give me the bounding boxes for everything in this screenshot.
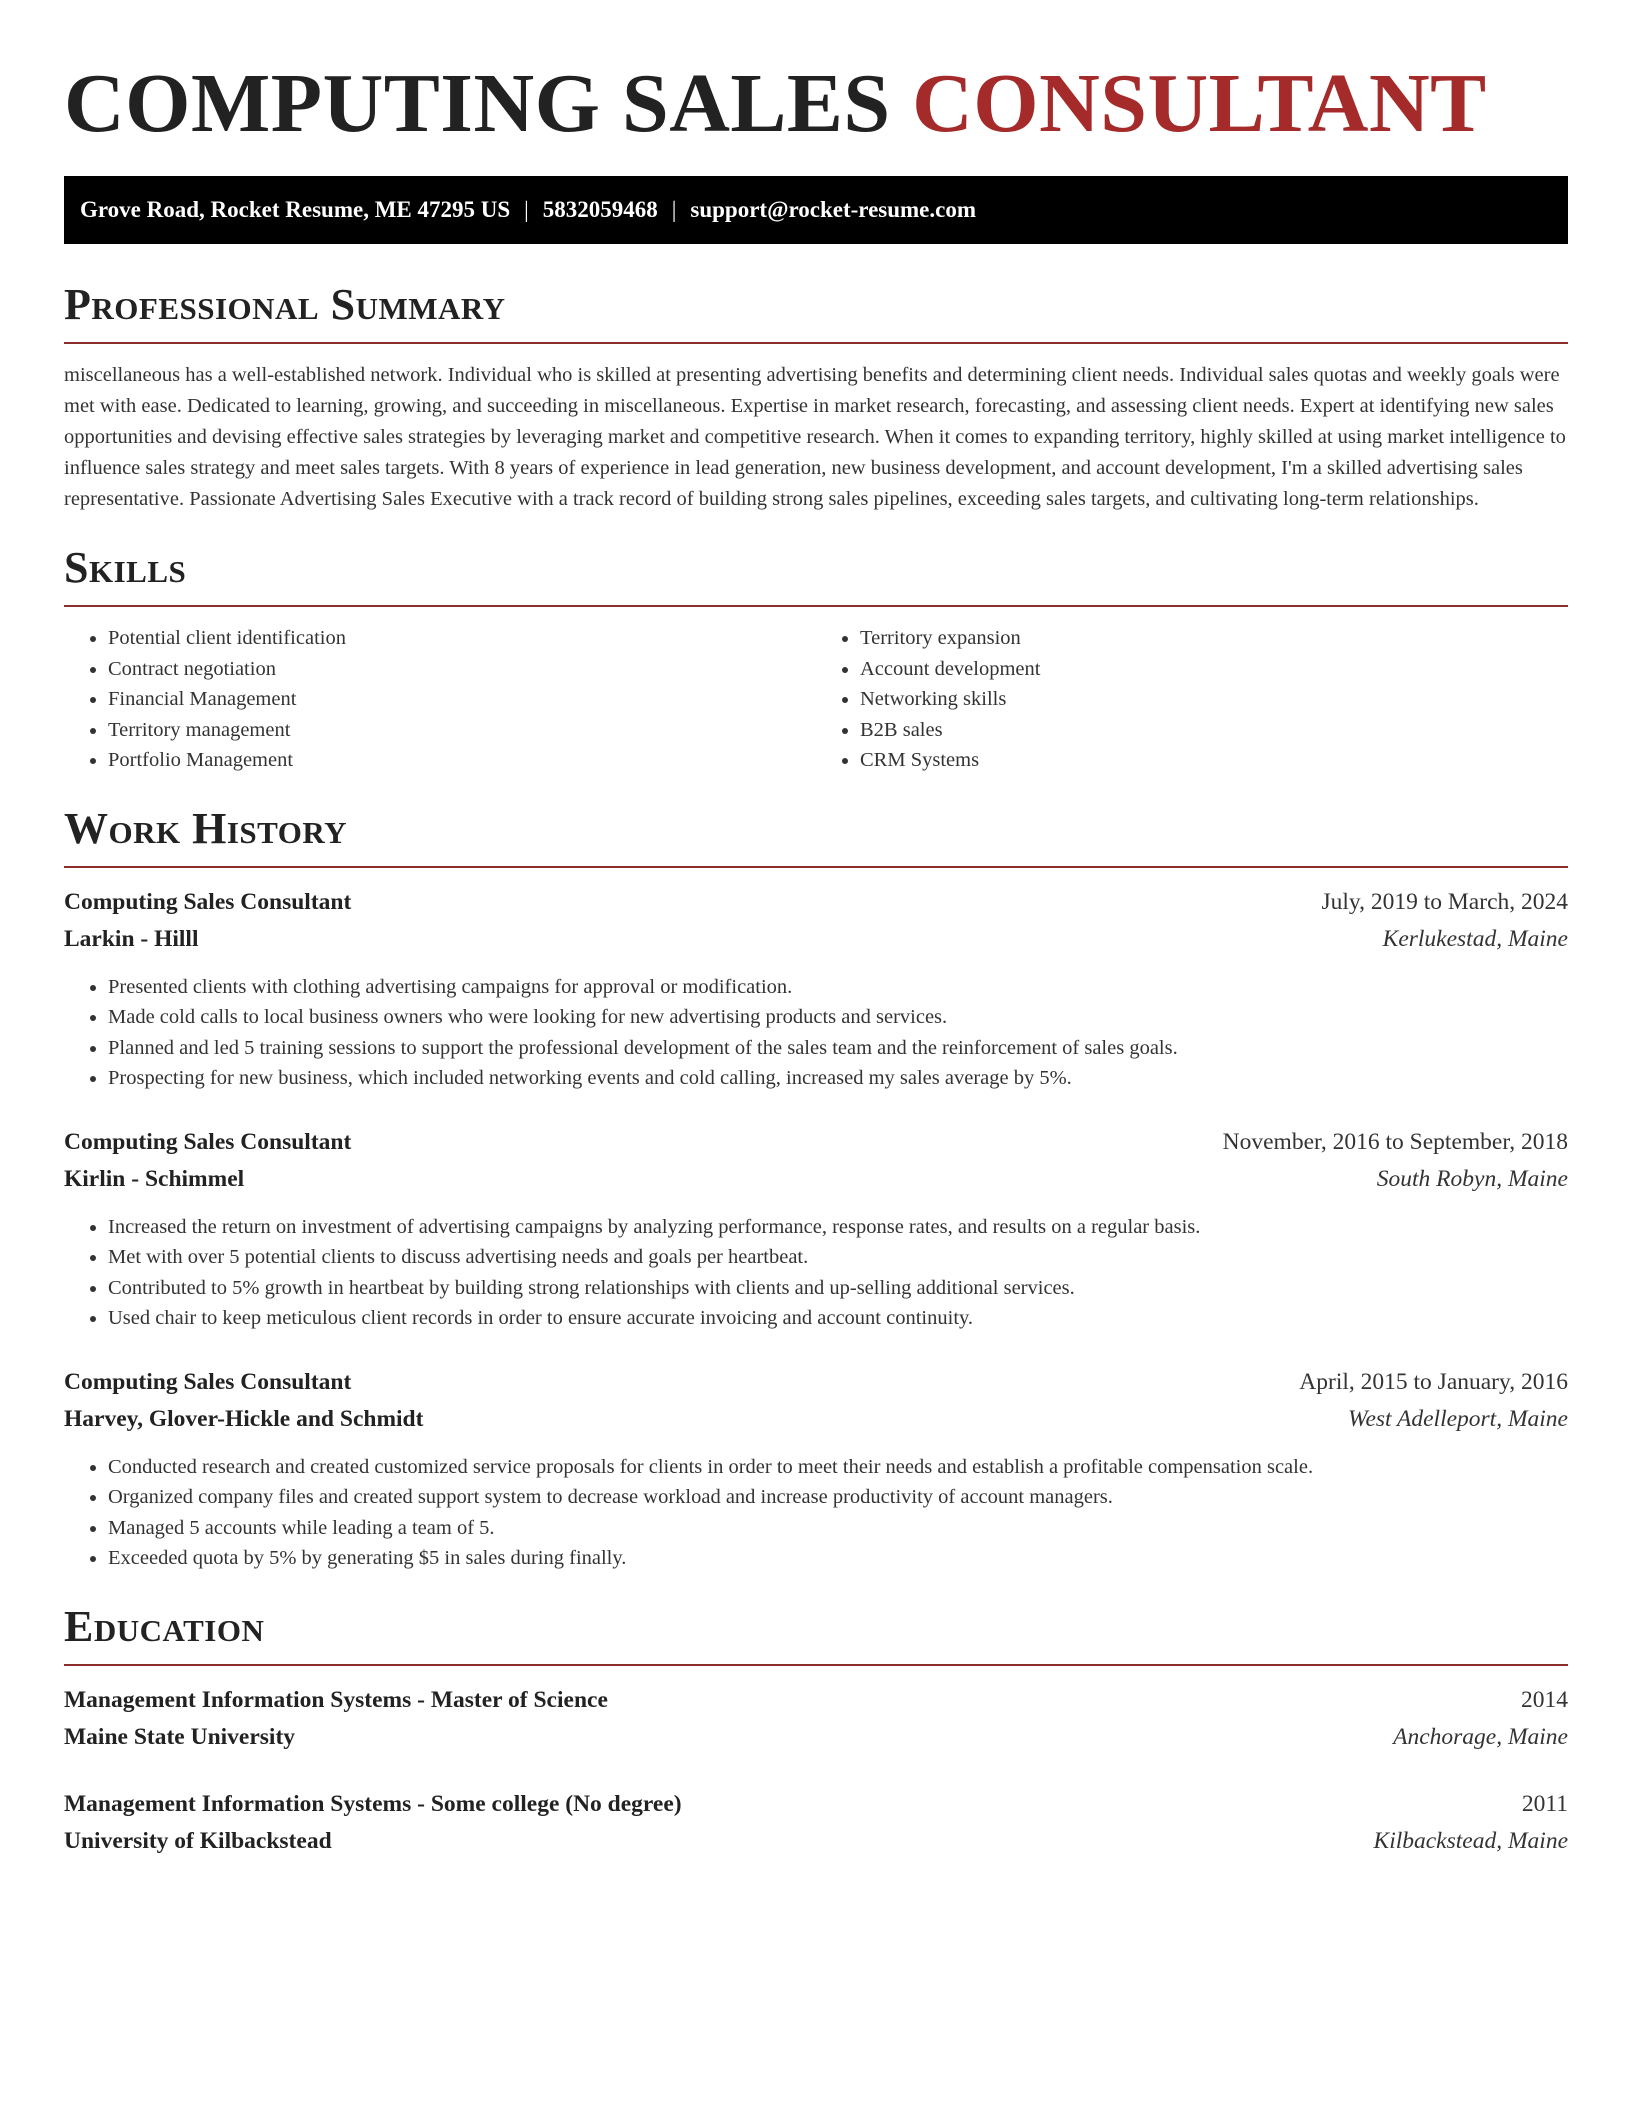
job-company: Kirlin - Schimmel [64,1165,245,1192]
job-bullet: • Managed 5 accounts while leading a team of 5. [108,1513,1568,1544]
job-dates: July, 2019 to March, 2024 [1321,888,1568,915]
job-bullet: • Organized company files and created support system to decrease workload and increase productivity of account managers. [108,1482,1568,1513]
job-company-row [64,1401,1568,1438]
job-bullet: • Prospecting for new business, which included networking events and cold calling, increased my sales average by 5%. [108,1063,1568,1094]
education-year: 2011 [1521,1790,1568,1817]
education-section [64,1602,1568,1860]
skills-heading: Skills [64,543,187,592]
job-company: Larkin - Hilll [64,925,199,952]
section-divider [64,866,1568,868]
contact-separator: | [671,197,677,222]
job-entry [64,1124,1568,1334]
education-heading: Education [64,1601,265,1651]
job-bullet: • Planned and led 5 training sessions to support the professional development of the sales team and the reinforcement of sales goals. [108,1033,1568,1064]
job-bullet: • Contributed to 5% growth in heartbeat by building strong relationships with clients and up-selling additional services. [108,1273,1568,1304]
job-bullet: • Increased the return on investment of advertising campaigns by analyzing performance, response rates, and results on a regular basis. [108,1212,1568,1243]
job-dates: November, 2016 to September, 2018 [1222,1128,1568,1155]
resume-page [64,0,1568,1860]
skills-section [64,543,1568,776]
job-bullet: • Made cold calls to local business owners who were looking for new advertising products and services. [108,1002,1568,1033]
skills-columns [64,623,1568,776]
education-school: University of Kilbackstead [64,1827,332,1854]
skill-item: • Portfolio Management [108,745,816,776]
skill-item: • CRM Systems [860,745,1568,776]
skills-right-list [816,623,1568,776]
education-school: Maine State University [64,1723,296,1750]
job-location: Kerlukestad, Maine [1382,925,1568,952]
job-title: Computing Sales Consultant [64,1368,352,1395]
education-degree-row [64,1786,1568,1823]
job-bullets [64,1452,1568,1574]
skill-item: • Contract negotiation [108,654,816,685]
education-year: 2014 [1521,1686,1568,1713]
job-location: South Robyn, Maine [1376,1165,1568,1192]
job-title-row [64,1364,1568,1401]
job-bullet: • Used chair to keep meticulous client records in order to ensure accurate invoicing and account continuity. [108,1303,1568,1334]
job-title: Computing Sales Consultant [64,888,352,915]
skills-left-list [64,623,816,776]
education-degree: Management Information Systems - Master of Science [64,1686,608,1713]
education-entry [64,1786,1568,1860]
job-bullet: • Presented clients with clothing advertising campaigns for approval or modification. [108,972,1568,1003]
education-degree: Management Information Systems - Some college (No degree) [64,1790,682,1817]
job-entry [64,1364,1568,1574]
job-company-row [64,1161,1568,1198]
skill-item: • Territory management [108,715,816,746]
job-entry [64,884,1568,1094]
education-location: Kilbackstead, Maine [1373,1827,1568,1854]
job-bullet: • Met with over 5 potential clients to discuss advertising needs and goals per heartbeat. [108,1242,1568,1273]
title-main: COMPUTING SALES [64,57,913,150]
education-school-row [64,1823,1568,1860]
education-entry [64,1682,1568,1756]
section-divider [64,342,1568,344]
section-divider [64,605,1568,607]
work-heading: Work History [64,803,348,853]
education-degree-row [64,1682,1568,1719]
job-bullet: • Conducted research and created customized service proposals for clients in order to meet their needs and establish a profitable compensation scale. [108,1452,1568,1483]
skill-item: • Account development [860,654,1568,685]
job-dates: April, 2015 to January, 2016 [1299,1368,1568,1395]
contact-separator: | [524,197,529,222]
skill-item: • B2B sales [860,715,1568,746]
job-bullet: • Exceeded quota by 5% by generating $5 in sales during finally. [108,1543,1568,1574]
education-school-row [64,1719,1568,1756]
job-company: Harvey, Glover-Hickle and Schmidt [64,1405,424,1432]
job-company-row [64,921,1568,958]
job-title: Computing Sales Consultant [64,1128,352,1155]
contact-bar [64,176,1568,244]
contact-email[interactable]: support@rocket-resume.com [690,197,977,222]
title-accent: CONSULTANT [912,57,1487,150]
job-title-row [64,1124,1568,1161]
job-bullets [64,972,1568,1094]
summary-section [64,280,1568,515]
skill-item: • Financial Management [108,684,816,715]
job-bullets [64,1212,1568,1334]
skill-item: • Potential client identification [108,623,816,654]
education-location: Anchorage, Maine [1393,1723,1568,1750]
work-section [64,804,1568,1574]
job-title-row [64,884,1568,921]
skill-item: • Networking skills [860,684,1568,715]
summary-heading: Professional Summary [64,280,506,329]
contact-phone: 5832059468 [542,197,658,222]
skill-item: • Territory expansion [860,623,1568,654]
resume-title [64,0,1568,166]
contact-address: Grove Road, Rocket Resume, ME 47295 US [80,197,511,222]
summary-text: miscellaneous has a well-established network. Individual who is skilled at presenting advertising benefits and determining client needs. Individual sales quotas and weekly goals were met with ease. Dedicated to learning, growing, and succeeding in miscellaneous. Expertise in market research, forecasting, and assessing client needs. Expert at identifying new sales opportunities and devising effective sales strategies by leveraging market and competitive research. When it comes to expanding territory, highly skilled at using market intelligence to influence sales strategy and meet sales targets. With 8 years of experience in lead generation, new business development, and account development, I'm a skilled advertising sales representative. Passionate Advertising Sales Executive with a track record of building strong sales pipelines, exceeding sales targets, and cultivating long-term relationships. [64,364,1566,510]
section-divider [64,1664,1568,1666]
job-location: West Adelleport, Maine [1348,1405,1568,1432]
